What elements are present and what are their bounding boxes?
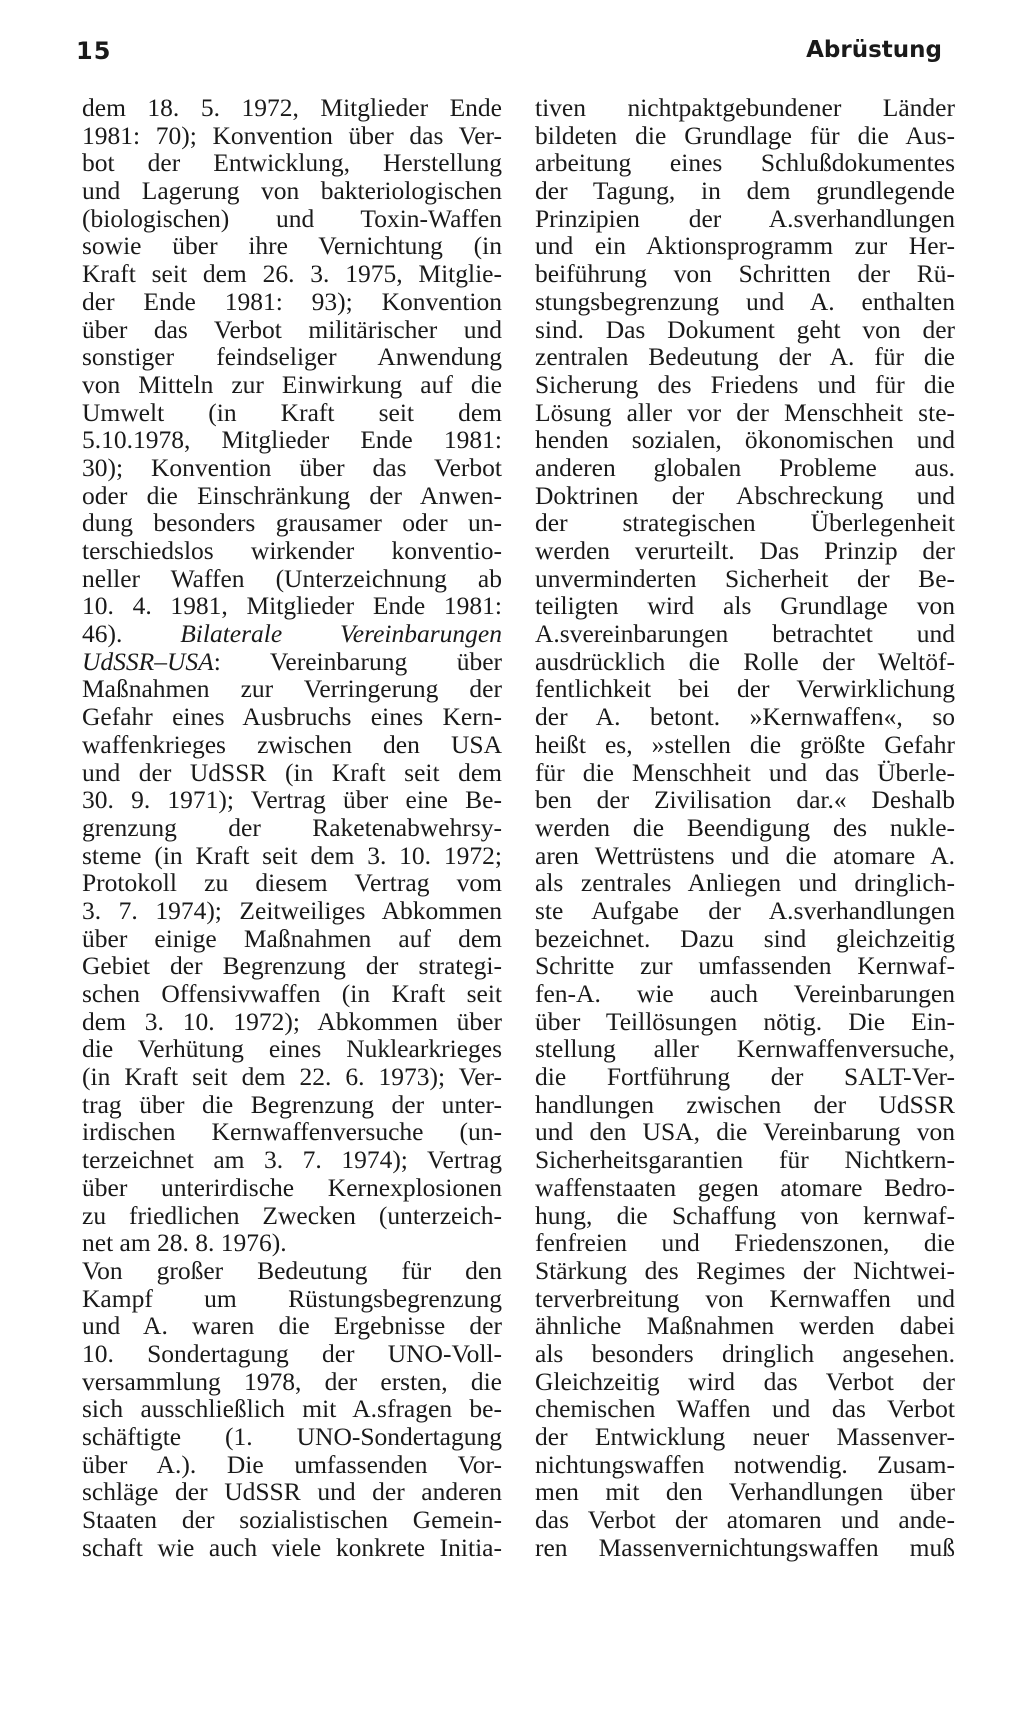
left-line: net am 28. 8. 1976). [82,1228,287,1258]
left-line: und der UdSSR (in Kraft seit dem [82,757,502,787]
right-line: ben der Zivilisation dar.« Deshalb [535,785,955,815]
right-column [535,94,955,1561]
left-column [82,94,502,1561]
right-line: anderen globalen Probleme aus. [535,452,955,482]
left-line: 30); Konvention über das Verbot [82,452,502,482]
right-line: arbeitung eines Schlußdokumentes [535,148,955,178]
right-line: A.svereinbarungen betrachtet und [535,619,955,649]
right-line: Doktrinen der Abschreckung und [535,480,955,510]
right-line: henden sozialen, ökonomischen und [535,425,955,455]
right-line: terverbreitung von Kernwaffen und [535,1283,955,1313]
left-line: 5.10.1978, Mitglieder Ende 1981: [82,425,502,455]
left-line: schläge der UdSSR und der anderen [82,1477,502,1507]
italic-heading: UdSSR–USA [82,646,214,676]
right-line: als besonders dringlich angesehen. [535,1338,955,1368]
left-line: (biologischen) und Toxin-Waffen [82,203,502,233]
left-line: irdischen Kernwaffenversuche (un- [82,1117,502,1147]
left-line: 3. 7. 1974); Zeitweiliges Abkommen [82,895,502,925]
italic-heading: Bilaterale Vereinbarungen [180,619,502,649]
left-line: zu friedlichen Zwecken (unterzeich- [82,1200,502,1230]
left-line: dung besonders grausamer oder un- [82,508,502,538]
left-line: 10. 4. 1981, Mitglieder Ende 1981: [82,591,502,621]
left-line: sonstiger feindseliger Anwendung [82,342,502,372]
right-line: über Teillösungen nötig. Die Ein- [535,1006,955,1036]
right-line: bildeten die Grundlage für die Aus- [535,120,955,150]
right-line: werden verurteilt. Das Prinzip der [535,536,955,565]
left-line: über das Verbot militärischer und [82,314,502,344]
left-line: steme (in Kraft seit dem 3. 10. 1972; [82,840,502,870]
right-line: chemischen Waffen und das Verbot [535,1394,955,1424]
right-line: men mit den Verhandlungen über [535,1477,955,1507]
right-line: stellung aller Kernwaffenversuche, [535,1034,955,1064]
left-line: waffenkrieges zwischen den USA [82,729,502,759]
left-line-text: : Vereinbarung über [213,646,502,676]
right-line: Gleichzeitig wird das Verbot der [535,1366,955,1396]
right-line: und den USA, die Vereinbarung von [535,1117,955,1147]
right-line: zentralen Bedeutung der A. für die [535,342,955,372]
right-line: aren Wettrüstens und die atomare A. [535,840,955,870]
left-line: 1981: 70); Konvention über das Ver- [82,120,502,150]
left-line: neller Waffen (Unterzeichnung ab [82,563,502,593]
left-line: von Mitteln zur Einwirkung auf die [82,369,502,399]
left-line: über einige Maßnahmen auf dem [82,923,502,953]
right-line: teiligten wird als Grundlage von [535,591,955,621]
left-line: Umwelt (in Kraft seit dem [82,397,502,427]
left-line: terschiedslos wirkender konventio- [82,536,502,565]
right-line: nichtungswaffen notwendig. Zusam- [535,1449,955,1479]
left-line: dem 18. 5. 1972, Mitglieder Ende [82,93,502,122]
left-line: und A. waren die Ergebnisse der [82,1311,502,1341]
right-line: der Entwicklung neuer Massenver- [535,1422,955,1451]
left-line-text: 46). [82,619,181,649]
running-head: Abrüstung [806,37,942,63]
right-line: Lösung aller vor der Menschheit ste- [535,397,955,427]
left-line: Maßnahmen zur Verringerung der [82,674,502,704]
right-line: das Verbot der atomaren und ande- [535,1505,955,1535]
right-line: tiven nichtpaktgebundener Länder [535,93,955,122]
right-line: hung, die Schaffung von kernwaf- [535,1200,955,1230]
right-line: beiführung von Schritten der Rü- [535,259,955,289]
left-line: oder die Einschränkung der Anwen- [82,480,502,510]
right-line: waffenstaaten gegen atomare Bedro- [535,1172,955,1202]
left-line: trag über die Begrenzung der unter- [82,1089,502,1119]
left-line [82,620,502,648]
right-line: stungsbegrenzung und A. enthalten [535,286,955,316]
left-line: terzeichnet am 3. 7. 1974); Vertrag [82,1145,502,1175]
right-line: unverminderten Sicherheit der Be- [535,563,955,593]
left-line: Gebiet der Begrenzung der strategi- [82,951,502,981]
left-line: schäftigte (1. UNO-Sondertagung [82,1422,502,1451]
left-line: schen Offensivwaffen (in Kraft seit [82,979,502,1008]
right-line: ren Massenvernichtungswaffen muß [535,1532,955,1562]
left-line: sich ausschließlich mit A.sfragen be- [82,1394,502,1424]
right-line: fen-A. wie auch Vereinbarungen [535,979,955,1008]
left-line: schaft wie auch viele konkrete Initia- [82,1532,502,1562]
right-line: Prinzipien der A.sverhandlungen [535,203,955,233]
left-line: Staaten der sozialistischen Gemein- [82,1505,502,1535]
left-line: und Lagerung von bakteriologischen [82,176,502,206]
right-line: der A. betont. »Kernwaffen«, so [535,702,955,732]
right-line: handlungen zwischen der UdSSR [535,1089,955,1119]
right-line: sind. Das Dokument geht von der [535,314,955,344]
right-line: die Fortführung der SALT-Ver- [535,1062,955,1092]
left-line: dem 3. 10. 1972); Abkommen über [82,1006,502,1036]
right-line: ausdrücklich die Rolle der Weltöf- [535,646,955,676]
right-line: der Tagung, in dem grundlegende [535,176,955,206]
right-line: werden die Beendigung des nukle- [535,812,955,842]
right-line: der strategischen Überlegenheit [535,508,955,538]
left-line: der Ende 1981: 93); Konvention [82,286,502,316]
right-line: Schritte zur umfassenden Kernwaf- [535,951,955,981]
right-line: ste Aufgabe der A.sverhandlungen [535,895,955,925]
right-line: fenfreien und Friedenszonen, die [535,1228,955,1258]
right-line: für die Menschheit und das Überle- [535,757,955,787]
left-line: Von großer Bedeutung für den [82,1255,502,1285]
right-line: heißt es, »stellen die größte Gefahr [535,729,955,759]
left-line: bot der Entwicklung, Herstellung [82,148,502,178]
left-line: über A.). Die umfassenden Vor- [82,1449,502,1479]
left-line: Protokoll zu diesem Vertrag vom [82,868,502,898]
left-line: über unterirdische Kernexplosionen [82,1172,502,1202]
left-line: 10. Sondertagung der UNO-Voll- [82,1338,502,1368]
left-line: versammlung 1978, der ersten, die [82,1366,502,1396]
left-line: die Verhütung eines Nuklearkrieges [82,1034,502,1064]
right-line: Stärkung des Regimes der Nichtwei- [535,1255,955,1285]
left-line: grenzung der Raketenabwehrsy- [82,812,502,842]
right-line: als zentrales Anliegen und dringlich- [535,868,955,898]
left-line: Gefahr eines Ausbruchs eines Kern- [82,702,502,732]
left-line: Kraft seit dem 26. 3. 1975, Mitglie- [82,259,502,289]
right-line: bezeichnet. Dazu sind gleichzeitig [535,923,955,953]
left-line: sowie über ihre Vernichtung (in [82,231,502,261]
right-line: Sicherung des Friedens und für die [535,369,955,399]
left-line [82,648,502,676]
left-line: Kampf um Rüstungsbegrenzung [82,1283,502,1313]
left-line: (in Kraft seit dem 22. 6. 1973); Ver- [82,1062,502,1092]
right-line: ähnliche Maßnahmen werden dabei [535,1311,955,1341]
left-line: 30. 9. 1971); Vertrag über eine Be- [82,785,502,815]
right-line: Sicherheitsgarantien für Nichtkern- [535,1145,955,1175]
right-line: fentlichkeit bei der Verwirklichung [535,674,955,704]
right-line: und ein Aktionsprogramm zur Her- [535,231,955,261]
page-number: 15 [76,37,112,65]
